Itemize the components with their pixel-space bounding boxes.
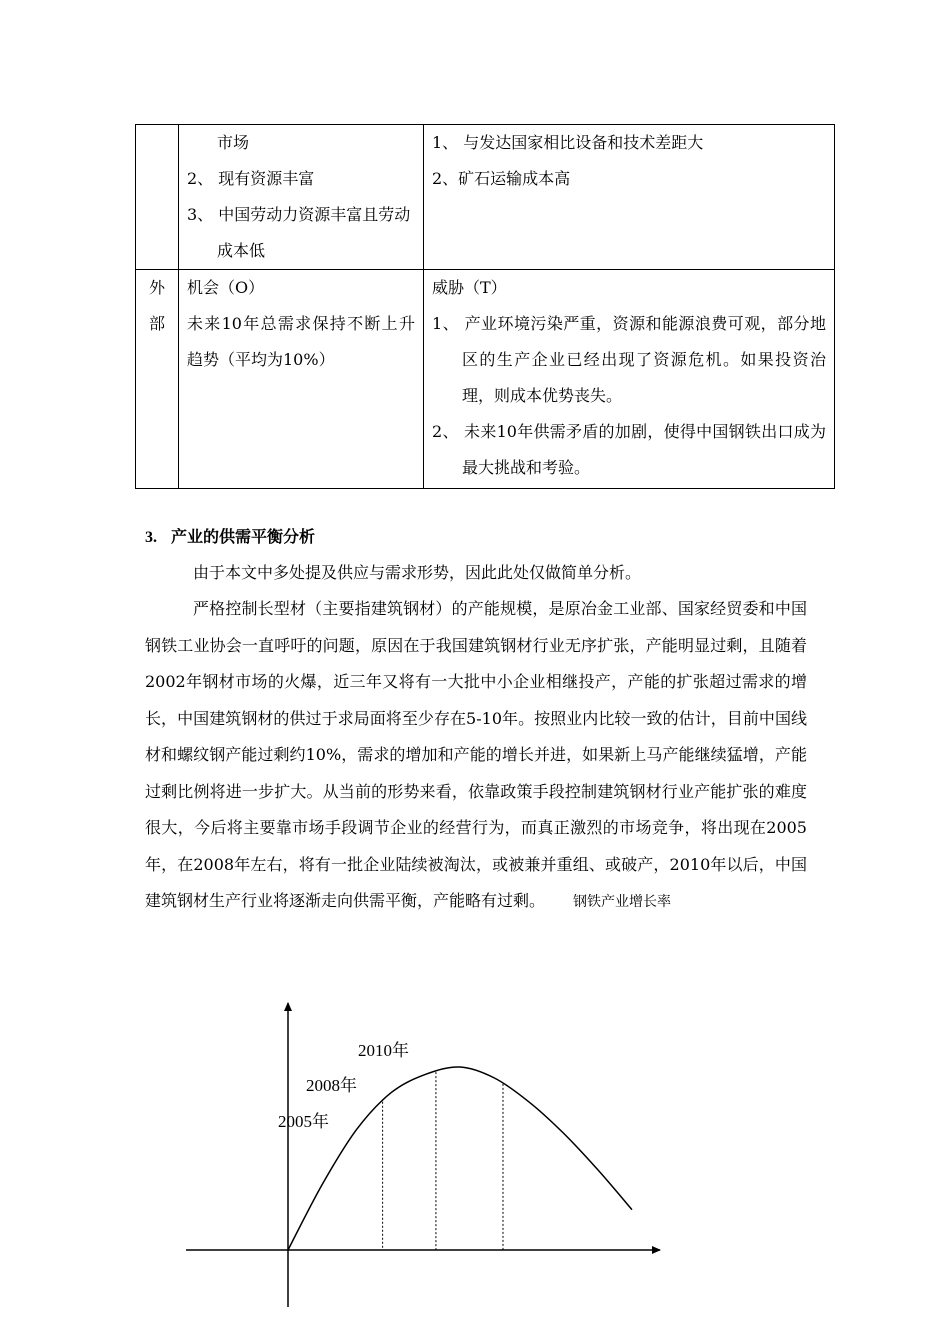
paragraph: 由于本文中多处提及供应与需求形势，因此此处仅做简单分析。 (193, 563, 642, 582)
weakness-item: 2、矿石运输成本高 (432, 169, 571, 188)
weaknesses-cell (424, 125, 835, 270)
section-number: 3. (145, 529, 157, 546)
weakness-item: 1、 与发达国家相比设备和技术差距大 (432, 133, 704, 152)
row-label-cell (136, 125, 179, 270)
threat-item: 2、 未来10年供需矛盾的加剧，使得中国钢铁出口成为最大挑战和考验。 (432, 422, 826, 477)
section-title: 产业的供需平衡分析 (171, 527, 316, 546)
opportunity-text: 未来10年总需求保持不断上升趋势（平均为10%） (187, 314, 415, 369)
strength-item: 3、 中国劳动力资源丰富且劳动成本低 (187, 205, 411, 260)
section-heading (145, 524, 315, 547)
threat-title: 威胁（T） (432, 278, 507, 297)
strength-continuation: 市场 (217, 133, 250, 152)
threat-item: 1、 产业环境污染严重，资源和能源浪费可观，部分地区的生产企业已经出现了资源危机。如果投资治理，则成本优势丧失。 (432, 314, 826, 405)
opportunities-cell (179, 270, 424, 489)
opportunity-title: 机会（O） (187, 278, 265, 297)
paragraph-text: 严格控制长型材（主要指建筑钢材）的产能规模，是原冶金工业部、国家经贸委和中国钢铁工业协会一直呼吁的问题，原因在于我国建筑钢材行业无序扩张，产能明显过剩，且随着2002年钢材市场的火爆，近三年又将有一大批中小企业相继投产，产能的扩张超过需求的增长，中国建筑钢材的供过于求局面将至少存在5-10年。按照业内比较一致的估计，目前中国线材和螺纹钢产能过剩约10%，需求的增加和产能的增长并进，如果新上马产能继续猛增，产能过剩比例将进一步扩大。从当前的形势来看，依靠政策手段控制建筑钢材行业产能扩张的难度很大，今后将主要靠市场手段调节企业的经营行为，而真正激烈的市场竞争，将出现在2005年，在2008年左右，将有一批企业陆续被淘汰，或被兼并重组、或破产，2010年以后，中国建筑钢材生产行业将逐渐走向供需平衡，产能略有过剩。 (145, 599, 807, 910)
table-row (136, 270, 835, 489)
label-2010: 2010年 (358, 1041, 409, 1060)
label-2005: 2005年 (278, 1112, 329, 1131)
chart-title: 钢铁产业增长率 (573, 894, 672, 910)
swot-table (135, 124, 835, 489)
table-row (136, 125, 835, 270)
strength-item: 2、 现有资源丰富 (187, 169, 315, 188)
growth-chart (180, 995, 670, 1315)
external-label: 外部 (136, 270, 179, 489)
strengths-cell (179, 125, 424, 270)
paragraph (145, 591, 807, 921)
label-2008: 2008年 (306, 1076, 357, 1095)
threats-cell (424, 270, 835, 489)
